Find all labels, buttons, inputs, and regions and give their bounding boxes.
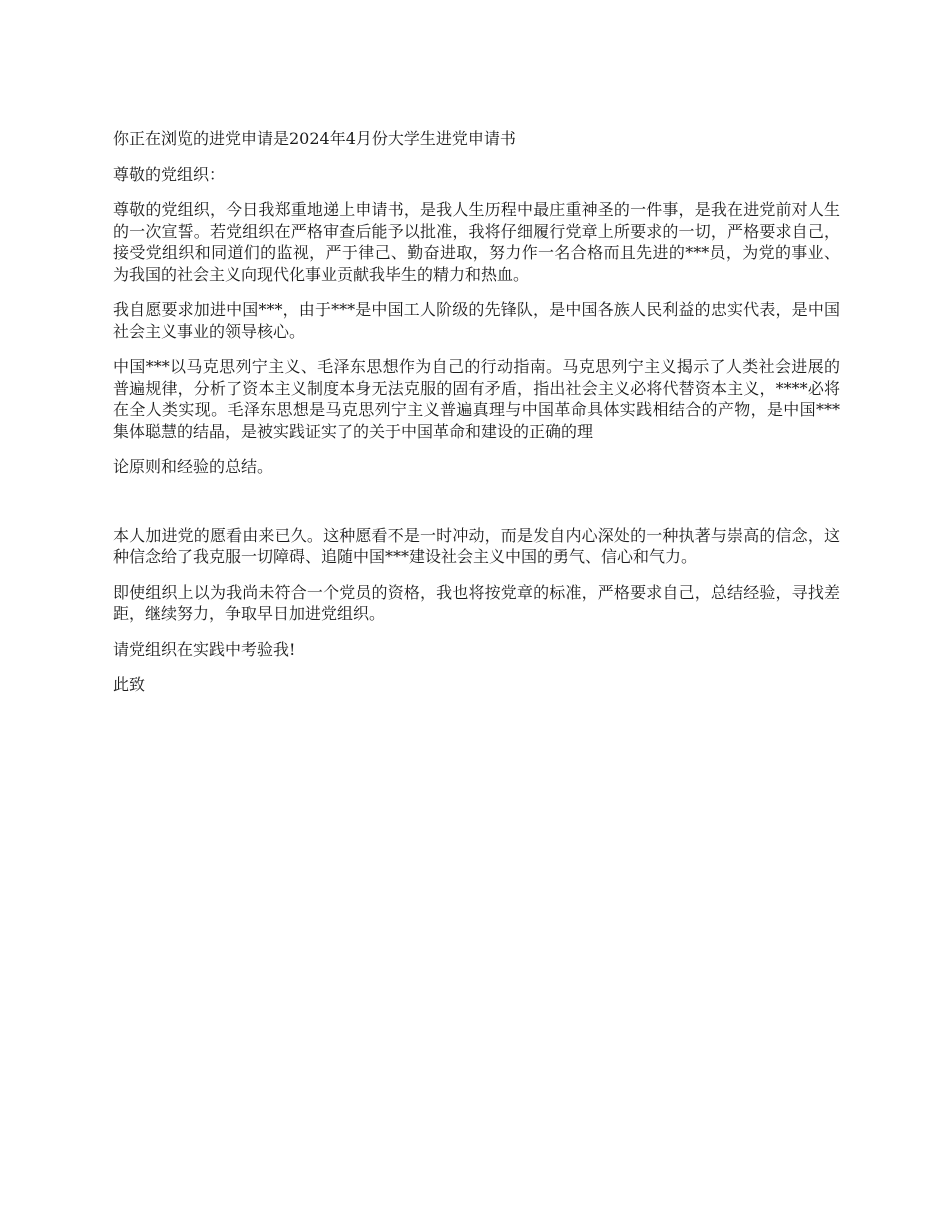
- salutation: 尊敬的党组织：: [113, 164, 226, 184]
- paragraph-1: 尊敬的党组织，今日我郑重地递上申请书，是我人生历程中最庄重神圣的一件事，是我在进党前对人生的一次宣誓。若党组织在严格审查后能予以批准，我将仔细履行党章上所要求的一切，严格要求自己，接受党组织和同道们的监视，严于律己、勤奋进取，努力作一名合格而且先进的***员，为党的事业、为我国的社会主义向现代化事业贡献我毕生的精力和热血。: [113, 200, 840, 284]
- closing: 此致: [113, 675, 146, 694]
- paragraph-4: 论原则和经验的总结。: [113, 457, 274, 476]
- paragraph-7: 请党组织在实践中考验我!: [113, 639, 296, 659]
- paragraph-5: 本人加进党的愿看由来已久。这种愿看不是一时冲动，而是发自内心深处的一种执著与崇高的信念，这种信念给了我克服一切障碍、追随中国***建设社会主义中国的勇气、信心和气力。: [113, 525, 840, 566]
- document-intro: 你正在浏览的进党申请是2024年4月份大学生进党申请书: [113, 129, 516, 148]
- spacer: [113, 492, 840, 525]
- paragraph-2: 我自愿要求加进中国***，由于***是中国工人阶级的先锋队，是中国各族人民利益的忠实代表，是中国社会主义事业的领导核心。: [113, 300, 840, 341]
- document-body: [113, 128, 840, 710]
- paragraph-6: 即使组织上以为我尚未符合一个党员的资格，我也将按党章的标准，严格要求自己，总结经验，寻找差距，继续努力，争取早日加进党组织。: [113, 582, 840, 623]
- paragraph-3: 中国***以马克思列宁主义、毛泽东思想作为自己的行动指南。马克思列宁主义揭示了人类社会进展的普遍规律，分析了资本主义制度本身无法克服的固有矛盾，指出社会主义必将代替资本主义，****必将在全人类实现。毛泽东思想是马克思列宁主义普遍真理与中国革命具体实践相结合的产物，是中国***集体聪慧的结晶，是被实践证实了的关于中国革命和建设的正确的理: [113, 357, 840, 441]
